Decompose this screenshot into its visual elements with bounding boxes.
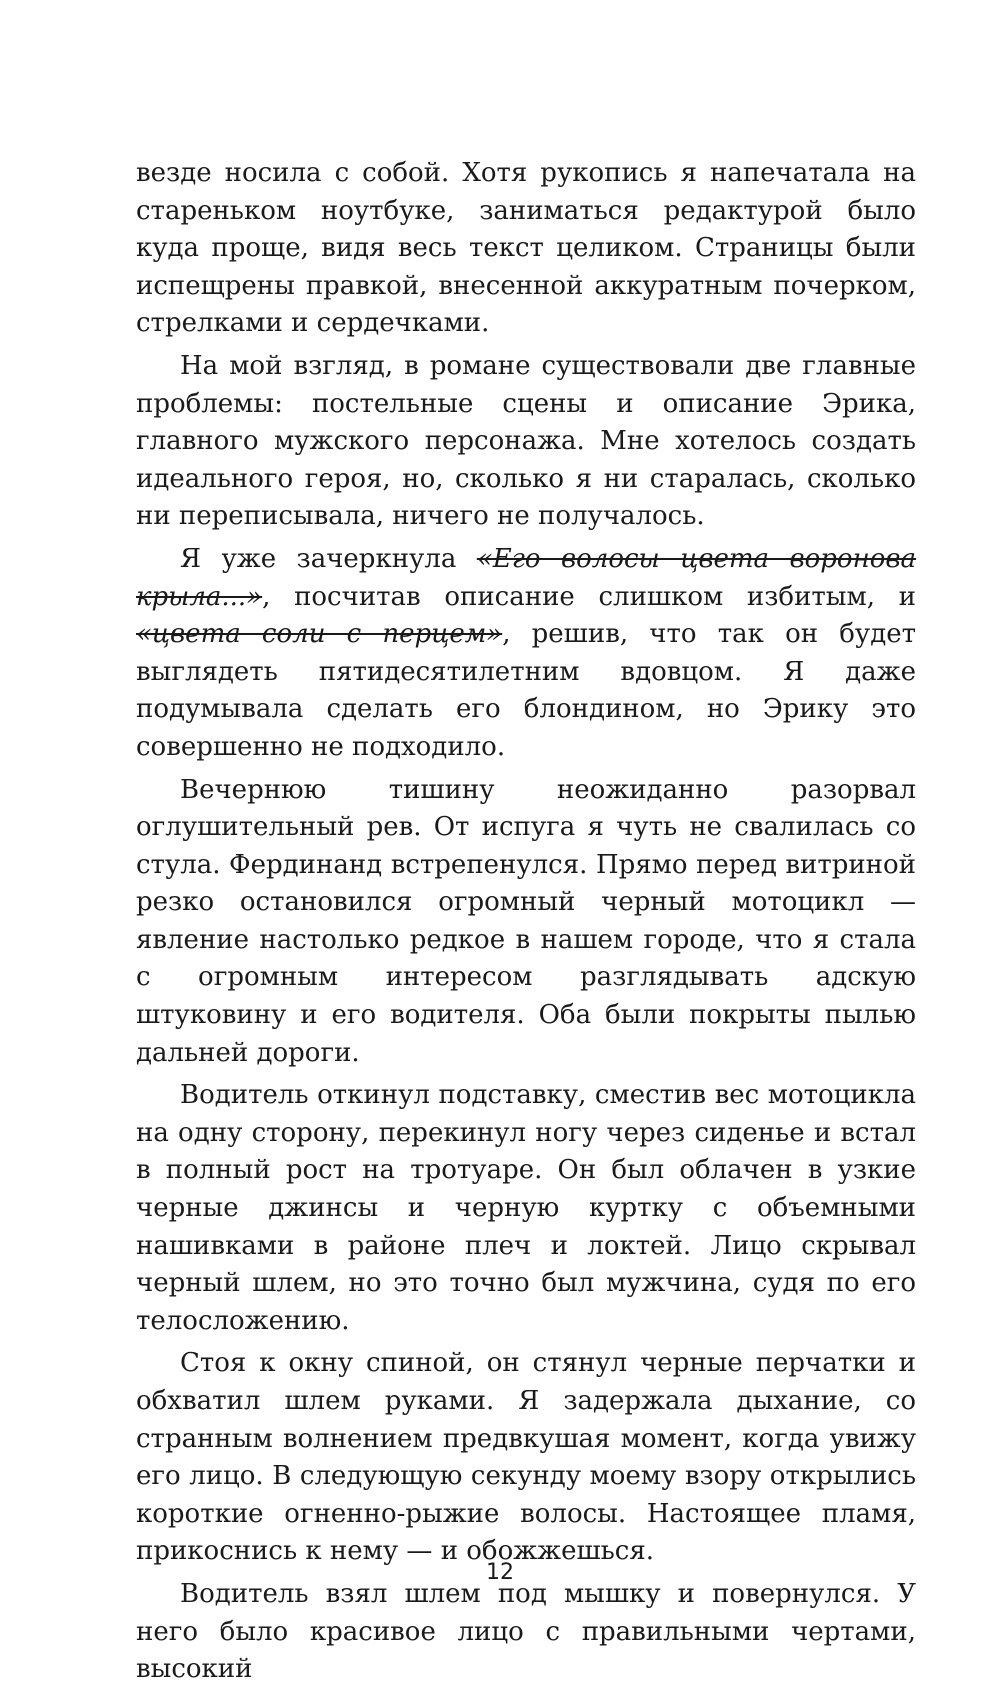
- paragraph-continuation: везде носила с собой. Хотя рукопись я напечатала на стареньком ноутбуке, заниматься редактурой было куда проще, видя весь текст целиком. Страницы были испещрены правкой, внесенной аккуратным почерком, стрелками и сердечками.: [136, 158, 916, 339]
- text-span: , решив, что так он будет выглядеть пятидесятилетним вдовцом. Я даже подумывала сделать его блондином, но Эрику это совершенно не подходило.: [136, 619, 916, 762]
- paragraph: Вечернюю тишину неожиданно разорвал оглушительный рев. От испуга я чуть не свалилась со стула. Фердинанд встрепенулся. Прямо перед витриной резко остановился огромный черный мотоцикл — явление настолько редкое в нашем городе, что я стала с огромным интересом разглядывать адскую штуковину и его водителя. Оба были покрыты пылью дальней дороги.: [136, 774, 916, 1068]
- text-span: Я уже зачеркнула: [180, 543, 477, 574]
- strikethrough-phrase: «Его волосы цвета воронова крыла...»: [136, 543, 916, 612]
- paragraph: Водитель откинул подставку, сместив вес мотоцикла на одну сторону, перекинул ногу через сиденье и встал в полный рост на тротуаре. Он был облачен в узкие черные джинсы и черную куртку с объемными нашивками в районе плеч и локтей. Лицо скрывал черный шлем, но это точно был мужчина, судя по его телосложению.: [136, 1080, 916, 1336]
- strikethrough-phrase: «цвета соли с перцем»: [136, 619, 503, 650]
- body-text: [136, 155, 916, 1689]
- paragraph: Водитель взял шлем под мышку и повернулся. У него было красивое лицо с правильными чертами, высокий: [136, 1578, 916, 1685]
- paragraph: Стоя к окну спиной, он стянул черные перчатки и обхватил шлем руками. Я задержала дыхание, со странным волнением предвкушая момент, когда увижу его лицо. В следующую секунду моему взору открылись короткие огненно-рыжие волосы. Настоящее пламя, прикоснись к нему — и обожжешься.: [136, 1348, 916, 1567]
- paragraph: На мой взгляд, в романе существовали две главные проблемы: постельные сцены и описание Эрика, главного мужского персонажа. Мне хотелось создать идеального героя, но, сколько я ни старалась, сколько ни переписывала, ничего не получалось.: [136, 350, 916, 532]
- paragraph-with-strikethrough: [136, 541, 916, 767]
- text-span: , посчитав описание слишком избитым, и: [262, 581, 916, 612]
- page-number: 12: [486, 1560, 514, 1585]
